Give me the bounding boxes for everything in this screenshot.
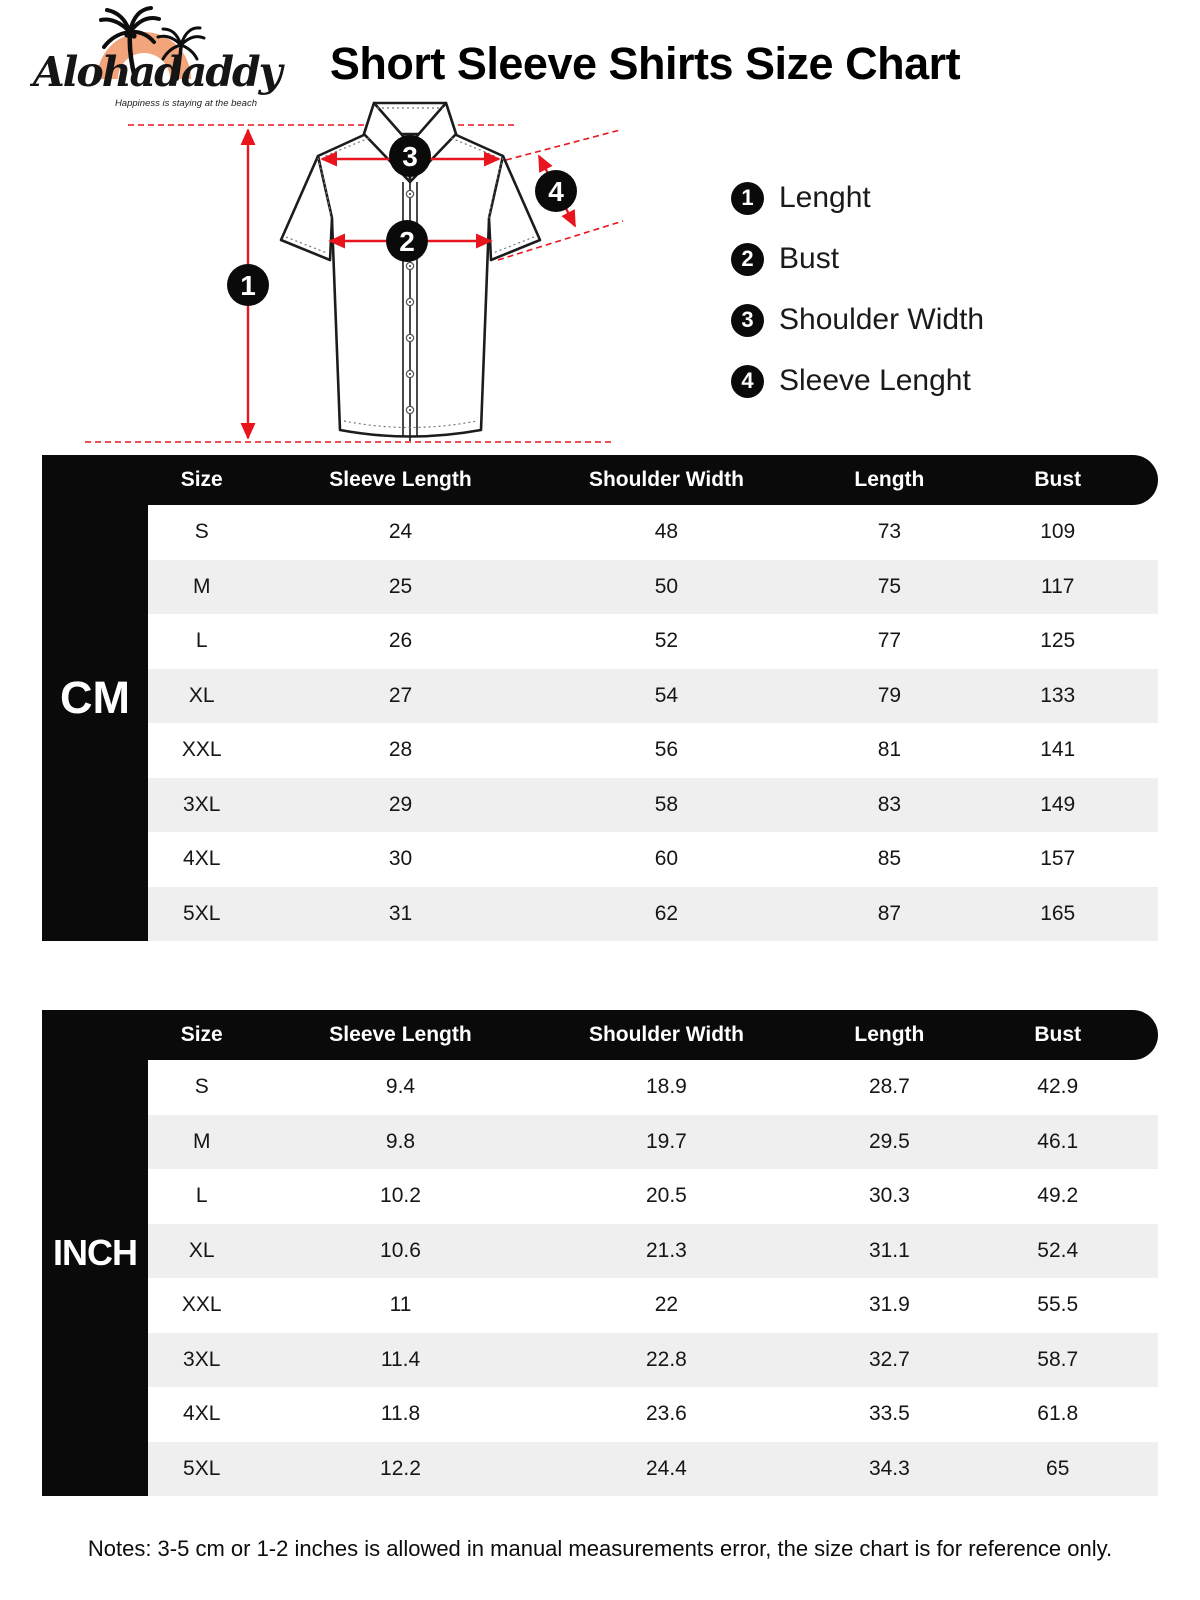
- size-table-inch: [42, 1010, 1158, 1496]
- svg-text:3: 3: [402, 141, 418, 172]
- cell-bust: 52.4: [1037, 1238, 1079, 1262]
- header-bust: Bust: [1034, 468, 1082, 491]
- cell-shoulder-width: 60: [654, 847, 679, 871]
- header-length: Length: [854, 1023, 925, 1046]
- legend-number-badge: 1: [731, 182, 764, 215]
- legend-label: Shoulder Width: [779, 303, 985, 336]
- brand-name: Alohadaddy: [33, 48, 281, 96]
- legend-item: [731, 363, 984, 399]
- cell-shoulder-width: 52: [654, 629, 679, 653]
- measure-badge-3: [389, 135, 431, 177]
- header-size: Size: [180, 468, 223, 491]
- cell-sleeve-length: 24: [388, 520, 413, 544]
- header-length: Length: [854, 468, 925, 491]
- header-size: Size: [180, 1023, 223, 1046]
- cell-bust: 157: [1040, 847, 1076, 871]
- cell-bust: 165: [1040, 901, 1076, 925]
- cell-length: 31.1: [868, 1238, 910, 1262]
- table-row: [148, 1060, 1158, 1115]
- cell-length: 33.5: [868, 1402, 910, 1426]
- header-sleeve-length: Sleeve Length: [329, 468, 472, 491]
- cell-shoulder-width: 18.9: [645, 1075, 687, 1099]
- cell-size: XXL: [181, 738, 222, 762]
- cell-sleeve-length: 27: [388, 683, 413, 707]
- cell-shoulder-width: 22: [654, 1293, 679, 1317]
- measure-badge-4: [535, 170, 577, 212]
- table-row: [148, 1278, 1158, 1333]
- cell-length: 87: [877, 901, 902, 925]
- table-row: [148, 778, 1158, 833]
- table-row: [148, 1224, 1158, 1279]
- cell-size: 4XL: [183, 847, 221, 871]
- cell-size: 3XL: [183, 792, 221, 816]
- cell-bust: 125: [1040, 629, 1076, 653]
- cell-sleeve-length: 10.6: [380, 1238, 421, 1262]
- cell-shoulder-width: 56: [654, 738, 679, 762]
- header-shoulder-width: Shoulder Width: [588, 1023, 744, 1046]
- measurement-legend: [731, 180, 984, 399]
- notes-text: Notes: 3-5 cm or 1-2 inches is allowed in manual measurements error, the size chart is for reference only.: [87, 1536, 1113, 1561]
- cell-length: 81: [877, 738, 902, 762]
- cell-length: 85: [877, 847, 902, 871]
- table-row: [148, 614, 1158, 669]
- cell-bust: 117: [1040, 574, 1075, 598]
- cell-size: M: [192, 1129, 211, 1153]
- cell-length: 77: [877, 629, 902, 653]
- cell-shoulder-width: 22.8: [645, 1347, 687, 1371]
- cell-length: 73: [877, 520, 902, 544]
- cell-shoulder-width: 62: [654, 901, 679, 925]
- legend-number-badge: 2: [731, 243, 764, 276]
- table-row: [148, 832, 1158, 887]
- cell-shoulder-width: 20.5: [645, 1184, 687, 1208]
- cell-bust: 46.1: [1037, 1129, 1079, 1153]
- cell-bust: 58.7: [1037, 1347, 1079, 1371]
- cell-length: 34.3: [868, 1456, 910, 1480]
- table-row: [148, 723, 1158, 778]
- cell-bust: 133: [1040, 683, 1076, 707]
- cell-size: XXL: [181, 1293, 222, 1317]
- cell-size: XL: [188, 1238, 215, 1262]
- cell-length: 75: [877, 574, 902, 598]
- legend-label: Bust: [779, 242, 840, 275]
- cell-length: 31.9: [868, 1293, 910, 1317]
- cell-shoulder-width: 24.4: [645, 1456, 687, 1480]
- header-bust: Bust: [1034, 1023, 1082, 1046]
- cell-size: 4XL: [183, 1402, 221, 1426]
- shirt-measurement-diagram: [70, 90, 670, 470]
- cell-shoulder-width: 48: [654, 520, 679, 544]
- cell-length: 29.5: [868, 1129, 910, 1153]
- cell-sleeve-length: 9.4: [385, 1075, 416, 1099]
- cell-bust: 55.5: [1037, 1293, 1079, 1317]
- table-row: [148, 887, 1158, 942]
- cell-bust: 141: [1040, 738, 1076, 762]
- cell-bust: 42.9: [1037, 1075, 1079, 1099]
- table-row: [148, 1169, 1158, 1224]
- table-row: [148, 505, 1158, 560]
- measure-badge-1: [227, 264, 269, 306]
- table-row: [148, 560, 1158, 615]
- cell-shoulder-width: 21.3: [645, 1238, 687, 1262]
- legend-item: [731, 180, 984, 216]
- cell-shoulder-width: 19.7: [645, 1129, 687, 1153]
- cell-length: 32.7: [868, 1347, 910, 1371]
- header-sleeve-length: Sleeve Length: [329, 1023, 472, 1046]
- table-row: [148, 669, 1158, 724]
- cell-size: S: [194, 520, 209, 544]
- header-shoulder-width: Shoulder Width: [588, 468, 744, 491]
- table-rows-cm: [148, 505, 1158, 941]
- cell-bust: 65: [1046, 1456, 1070, 1480]
- cell-length: 79: [877, 683, 902, 707]
- cell-sleeve-length: 11.4: [380, 1347, 421, 1371]
- cell-size: L: [195, 1184, 208, 1208]
- unit-label-inch: INCH: [42, 1010, 148, 1496]
- cell-sleeve-length: 30: [388, 847, 413, 871]
- table-rows-inch: [148, 1060, 1158, 1496]
- svg-text:4: 4: [548, 176, 564, 207]
- cell-sleeve-length: 26: [388, 629, 413, 653]
- cell-size: M: [192, 574, 211, 598]
- table-row: [148, 1442, 1158, 1497]
- table-row: [148, 1115, 1158, 1170]
- cell-size: 3XL: [183, 1347, 221, 1371]
- legend-label: Lenght: [779, 181, 871, 214]
- cell-sleeve-length: 11: [389, 1293, 412, 1317]
- cell-shoulder-width: 50: [654, 574, 679, 598]
- table-row: [148, 1387, 1158, 1442]
- unit-label-cm: CM: [42, 455, 148, 941]
- cell-sleeve-length: 31: [388, 901, 413, 925]
- cell-sleeve-length: 25: [388, 574, 413, 598]
- cell-size: S: [194, 1075, 209, 1099]
- table-row: [148, 1333, 1158, 1388]
- cell-size: L: [195, 629, 208, 653]
- cell-shoulder-width: 54: [654, 683, 679, 707]
- legend-item: [731, 241, 984, 277]
- cell-size: 5XL: [183, 1456, 221, 1480]
- cell-bust: 149: [1040, 792, 1076, 816]
- cell-sleeve-length: 28: [388, 738, 413, 762]
- cell-sleeve-length: 9.8: [385, 1129, 416, 1153]
- legend-number-badge: 4: [731, 365, 764, 398]
- svg-text:2: 2: [399, 226, 415, 257]
- cell-size: XL: [188, 683, 215, 707]
- measure-badge-2: [386, 220, 428, 262]
- cell-length: 30.3: [868, 1184, 910, 1208]
- cell-bust: 109: [1040, 520, 1076, 544]
- cell-sleeve-length: 12.2: [380, 1456, 421, 1480]
- cell-shoulder-width: 58: [654, 792, 679, 816]
- cell-bust: 49.2: [1037, 1184, 1079, 1208]
- legend-item: [731, 302, 984, 338]
- cell-length: 28.7: [868, 1075, 910, 1099]
- cell-sleeve-length: 11.8: [380, 1402, 421, 1426]
- cell-shoulder-width: 23.6: [645, 1402, 687, 1426]
- size-table-cm: [42, 455, 1158, 941]
- svg-text:1: 1: [240, 270, 256, 301]
- table-header-inch: [42, 1010, 1158, 1060]
- cell-length: 83: [877, 792, 902, 816]
- cell-bust: 61.8: [1037, 1402, 1079, 1426]
- legend-label: Sleeve Lenght: [779, 364, 971, 397]
- table-header-cm: [42, 455, 1158, 505]
- page-title: Short Sleeve Shirts Size Chart: [329, 38, 961, 89]
- cell-size: 5XL: [183, 901, 221, 925]
- cell-sleeve-length: 29: [388, 792, 413, 816]
- legend-number-badge: 3: [731, 304, 764, 337]
- brand-tagline: Happiness is staying at the beach: [114, 98, 257, 109]
- cell-sleeve-length: 10.2: [380, 1184, 421, 1208]
